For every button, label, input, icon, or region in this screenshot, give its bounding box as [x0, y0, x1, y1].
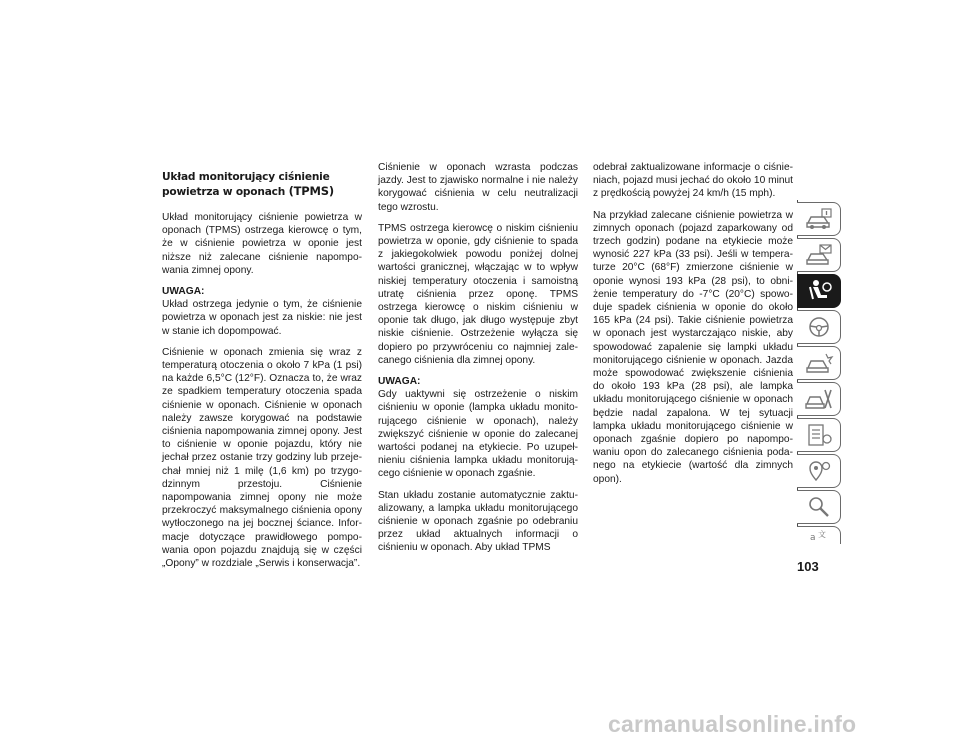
car-mail-icon: [804, 242, 834, 268]
car-crash-icon: [804, 350, 834, 376]
tab-car-crash[interactable]: [797, 346, 841, 380]
checklist-icon: [804, 422, 834, 448]
language-icon: [804, 529, 834, 542]
text-column-1: [162, 171, 362, 578]
paragraph: Stan układu zostanie automatycznie zaktu-alizowany, a lampka układu monitorującego ciśnienie w oponach zgaśnie po odebraniu przez układ aktualnych informacji o ciśnieniu w oponach. Aby układ TPMS: [378, 489, 578, 554]
tab-car-mail[interactable]: [797, 238, 841, 272]
svg-text:文: 文: [817, 530, 826, 539]
magnifier-icon: [804, 494, 834, 520]
warning-label: UWAGA:: [378, 376, 421, 388]
warning-label: UWAGA:: [162, 286, 205, 298]
text-column-2: [378, 161, 578, 563]
chapter-tabs: [797, 200, 842, 544]
car-tools-icon: [804, 386, 834, 412]
paragraph: TPMS ostrzega kierowcę o niskim ciśnieniu powietrza w oponie, gdy ciśnienie to spada z jakiegokolwiek powodu poniżej dolnej wartości granicznej, włączając w to wpływ niskiej temperatury otoczenia i samoistną utratę ciśnienia przez oponę. TPMS ostrzega kierowcę o niskim ciśnieniu w oponie tak długo, jak długo występuje zbyt niskie ciśnienie. Ostrzeżenie wyłącza się dopiero po przywróceniu co najmniej zale-canego ciśnienia dla zimnej opony.: [378, 222, 578, 366]
map-pin-icon: [804, 458, 834, 484]
warning-text: Układ ostrzega jedynie o tym, że ciśnienie powietrza w oponach jest za niskie: nie jest w stanie ich dopompować.: [162, 299, 362, 337]
section-heading: Układ monitorujący ciśnienie powietrza w oponach (TPMS): [162, 171, 334, 198]
paragraph: Ciśnienie w oponach zmienia się wraz z temperaturą otoczenia o około 7 kPa (1 psi) na każde 6,5°C (12°F). Oznacza to, że wraz ze spadkiem temperatury otoczenia spada ciśnienie w oponach. Ciśnienie w oponach należy zawsze korygować na podstawie ciśnienia napompowania zimnej opony. Jest to ciśnienie w oponie pojazdu, który nie jechał przez ostanie trzy godziny lub przeje-chał mniej niż 1 milę (1,6 km) po trzygo-dzinnym przestoju. Ciśnienie napompowania zimnej opony nie może przekroczyć maksymalnego ciśnienia opony wytłoczonego na jej bocznej ściance. Infor-macje dotyczące prawidłowego pompo-wania opon pojazdu znajdują się w części „Opony” w rozdziale „Serwis i konserwacja”.: [162, 346, 362, 570]
text-column-3: [593, 161, 793, 494]
tab-language[interactable]: [797, 526, 841, 544]
heading-abbreviation: (TPMS): [288, 183, 334, 198]
paragraph: Ciśnienie w oponach wzrasta podczas jazdy. Jest to zjawisko normalne i nie należy korygować ciśnienia w celu neutralizacji tego wzrostu.: [378, 162, 578, 213]
paragraph: odebrał zaktualizowane informacje o ciśnie-niach, pojazd musi jechać do około 10 minut z prędkością powyżej 24 km/h (15 mph).: [593, 162, 793, 200]
page-number: 103: [797, 559, 819, 574]
tab-car-info[interactable]: [797, 202, 841, 236]
tab-steering-wheel[interactable]: [797, 310, 841, 344]
tab-car-tools[interactable]: [797, 382, 841, 416]
warning-text: Gdy uaktywni się ostrzeżenie o niskim ciśnieniu w oponie (lampka układu monito-rującego ciśnienie w oponach), należy zwiększyć ciśnienie w oponie do zalecanej wartości podanej na etykiecie. Po uzupeł-nieniu ciśnienia lampka układu monitorują-cego ciśnienie w oponach zgaśnie.: [378, 389, 578, 480]
tab-map-pin[interactable]: [797, 454, 841, 488]
tab-seat-airbag[interactable]: [797, 274, 841, 308]
paragraph: Na przykład zalecane ciśnienie powietrza w zimnych oponach (pojazd zaparkowany od trzech godzin) podane na etykiecie może wynosić 227 kPa (33 psi). Jeśli w tempera-turze 20°C (68°F) zmierzone ciśnienie w oponie wynosi 193 kPa (28 psi), to obni-żenie temperatury do -7°C (20°C) spowo-duje spadek ciśnienia w oponie do około 165 kPa (24 psi). Takie ciśnienie powietrza w oponach jest wystarczająco niskie, aby spowodować zapalenie się lampki układu monitorującego ciśnienie w oponach. Jazda może spowodować zwiększenie ciśnienia do około 193 kPa (28 psi), ale lampka układu monitorującego ciśnienie w oponach będzie nadal zapalona. W tej sytuacji lampka układu monitorującego ciśnienie w oponach zgaśnie dopiero po napompo-waniu opon do zalecanego ciśnienia poda-nego na etykiecie (wartość dla zimnych opon).: [593, 209, 793, 485]
seat-airbag-icon: [804, 278, 834, 304]
paragraph: Układ monitorujący ciśnienie powietrza w oponach (TPMS) ostrzega kierowcę o tym, że w ciśnienie powietrza w oponie jest niższe niż zalecane ciśnienie napompo-wania zimnej opony.: [162, 212, 362, 276]
watermark: carmanualsonline.info: [608, 711, 857, 737]
svg-text:a: a: [809, 533, 816, 542]
car-info-icon: [804, 206, 834, 232]
tab-magnifier[interactable]: [797, 490, 841, 524]
tab-checklist[interactable]: [797, 418, 841, 452]
steering-wheel-icon: [804, 314, 834, 340]
